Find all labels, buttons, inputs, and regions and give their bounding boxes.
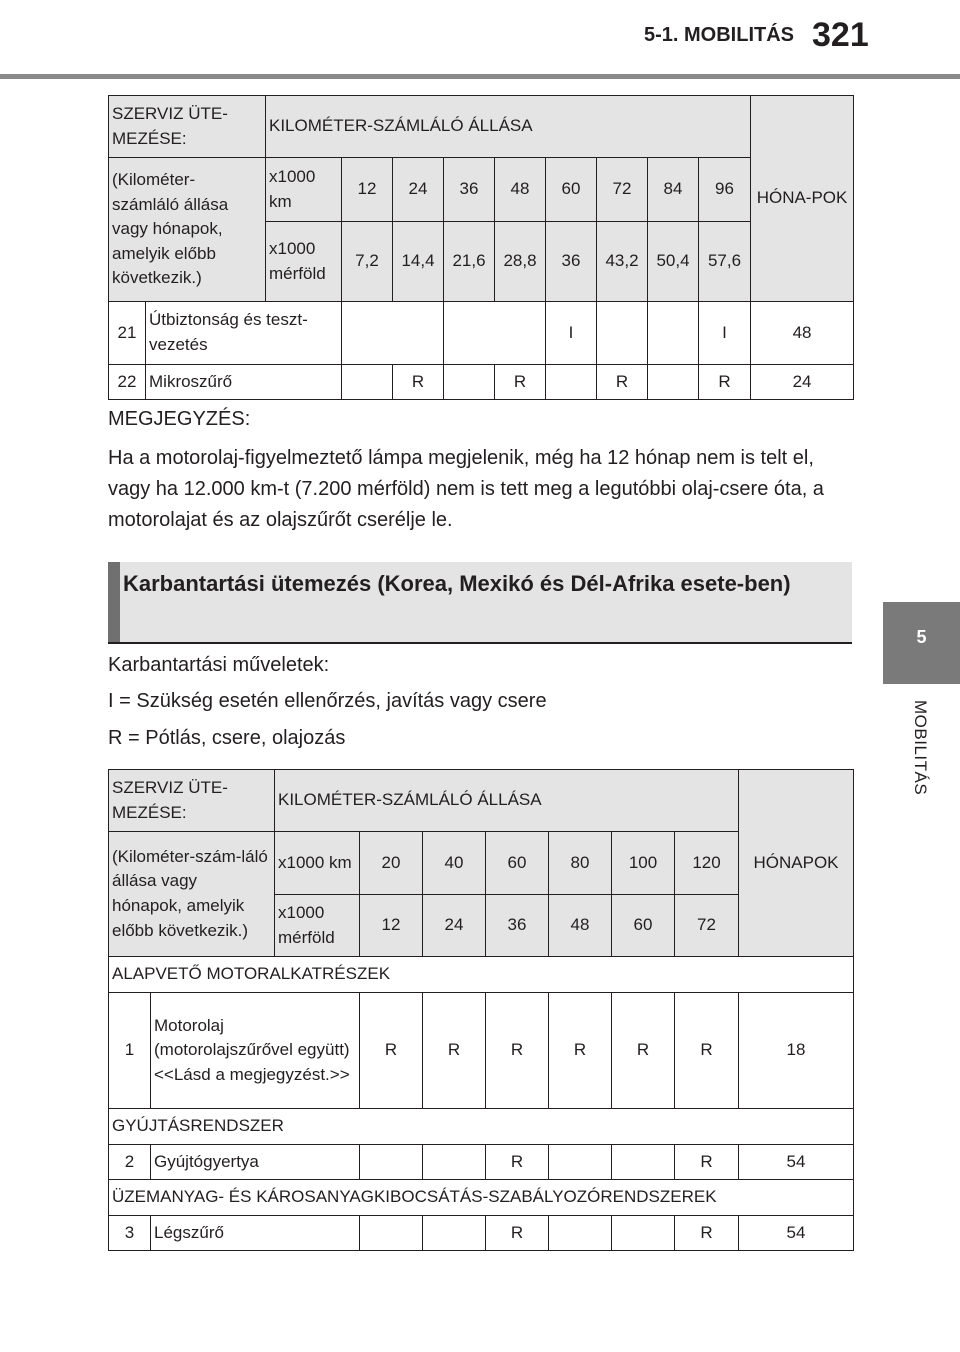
chapter-number: 5: [916, 627, 927, 647]
note-text: Ha a motorolaj-figyelmeztető lámpa megjelenik, még ha 12 hónap nem is telt el, vagy ha 12.000 km-t (7.200 mérföld) nem is tett meg a legutóbbi olaj-csere óta, a motorolajat és az olajszűrőt cserélje le.: [108, 447, 824, 531]
km-value: 12: [342, 158, 393, 222]
row-cell: [423, 1145, 486, 1180]
mile-value: 60: [612, 895, 675, 957]
row-cell: R: [360, 993, 423, 1109]
table-header-row: [109, 770, 854, 832]
mile-value: 43,2: [597, 222, 648, 302]
row-cell: [360, 1216, 423, 1251]
odometer-header: KILOMÉTER-SZÁMLÁLÓ ÁLLÁSA: [266, 96, 751, 158]
table-header-row: [109, 96, 854, 158]
months-header: HÓNAPOK: [739, 770, 854, 957]
row-cell: [423, 1216, 486, 1251]
row-cell: [342, 302, 444, 365]
row-cell: R: [486, 1145, 549, 1180]
row-number: 21: [109, 302, 146, 365]
odometer-header: KILOMÉTER-SZÁMLÁLÓ ÁLLÁSA: [275, 770, 739, 832]
row-months: 54: [739, 1145, 854, 1180]
row-cell: R: [486, 1216, 549, 1251]
row-cell: R: [675, 1145, 739, 1180]
mile-value: 28,8: [495, 222, 546, 302]
mile-label: x1000 mérföld: [266, 222, 342, 302]
km-value: 24: [393, 158, 444, 222]
group-label: ALAPVETŐ MOTORALKATRÉSZEK: [109, 957, 854, 993]
mile-value: 7,2: [342, 222, 393, 302]
row-cell: R: [393, 365, 444, 400]
km-value: 72: [597, 158, 648, 222]
row-months: 18: [739, 993, 854, 1109]
months-header: HÓNA-POK: [751, 96, 854, 302]
km-value: 120: [675, 832, 739, 895]
row-cell: [549, 1216, 612, 1251]
km-value: 100: [612, 832, 675, 895]
row-months: 48: [751, 302, 854, 365]
interval-note: (Kilométer-számláló állása vagy hónapok, amelyik előbb következik.): [109, 158, 266, 302]
row-cell: [648, 302, 699, 365]
row-cell: R: [597, 365, 648, 400]
row-number: 22: [109, 365, 146, 400]
section-heading-bar: [108, 562, 120, 642]
km-label: x1000 km: [275, 832, 360, 895]
row-item: Útbiztonság és teszt-vezetés: [146, 302, 342, 365]
legend-title: Karbantartási műveletek:: [108, 654, 330, 676]
mile-label: x1000 mérföld: [275, 895, 360, 957]
km-value: 60: [486, 832, 549, 895]
group-row: [109, 1109, 854, 1145]
row-cell: R: [612, 993, 675, 1109]
row-cell: [342, 365, 393, 400]
row-cell: R: [699, 365, 751, 400]
maintenance-table-1: [108, 95, 854, 400]
row-number: 3: [109, 1216, 151, 1251]
table-row: [109, 365, 854, 400]
row-item: Gyújtógyertya: [151, 1145, 360, 1180]
table-row: [109, 302, 854, 365]
row-cell: [549, 1145, 612, 1180]
row-cell: R: [675, 993, 739, 1109]
km-value: 84: [648, 158, 699, 222]
mile-value: 14,4: [393, 222, 444, 302]
row-cell: [360, 1145, 423, 1180]
row-cell: [597, 302, 648, 365]
km-value: 80: [549, 832, 612, 895]
row-cell: [612, 1216, 675, 1251]
maintenance-table-2: [108, 769, 854, 1251]
header-rule: [0, 74, 960, 79]
group-row: [109, 1180, 854, 1216]
table-row: [109, 1216, 854, 1251]
row-item: Mikroszűrő: [146, 365, 342, 400]
row-item: Légszűrő: [151, 1216, 360, 1251]
row-cell: [444, 302, 546, 365]
row-cell: [444, 365, 495, 400]
km-value: 60: [546, 158, 597, 222]
km-value: 48: [495, 158, 546, 222]
row-cell: [648, 365, 699, 400]
legend-r: R = Pótlás, csere, olajozás: [108, 727, 346, 749]
row-months: 54: [739, 1216, 854, 1251]
row-cell: [612, 1145, 675, 1180]
service-interval-header: SZERVIZ ÜTE-MEZÉSE:: [109, 96, 266, 158]
mile-value: 48: [549, 895, 612, 957]
mile-value: 21,6: [444, 222, 495, 302]
row-item: Motorolaj (motorolajszűrővel együtt) <<Lásd a megjegyzést.>>: [151, 993, 360, 1109]
interval-note: (Kilométer-szám-láló állása vagy hónapok, amelyik előbb következik.): [109, 832, 275, 957]
service-interval-header: SZERVIZ ÜTE-MEZÉSE:: [109, 770, 275, 832]
row-cell: R: [549, 993, 612, 1109]
mile-value: 36: [546, 222, 597, 302]
section-title: 5-1. MOBILITÁS: [643, 24, 794, 46]
page-number: 321: [812, 16, 869, 54]
km-row: [109, 158, 854, 222]
mile-value: 12: [360, 895, 423, 957]
group-label: GYÚJTÁSRENDSZER: [109, 1109, 854, 1145]
section-heading: Karbantartási ütemezés (Korea, Mexikó és Dél-Afrika esete-ben): [123, 571, 791, 596]
row-cell: I: [699, 302, 751, 365]
mile-value: 36: [486, 895, 549, 957]
km-value: 40: [423, 832, 486, 895]
group-row: [109, 957, 854, 993]
row-cell: R: [675, 1216, 739, 1251]
row-cell: R: [423, 993, 486, 1109]
group-label: ÜZEMANYAG- ÉS KÁROSANYAGKIBOCSÁTÁS-SZABÁLYOZÓRENDSZEREK: [109, 1180, 854, 1216]
legend-i: I = Szükség esetén ellenőrzés, javítás vagy csere: [108, 690, 547, 712]
row-cell: I: [546, 302, 597, 365]
table-row: [109, 1145, 854, 1180]
table-row: [109, 993, 854, 1109]
note-title: MEGJEGYZÉS:: [108, 408, 251, 430]
mile-value: 72: [675, 895, 739, 957]
row-cell: [546, 365, 597, 400]
km-value: 20: [360, 832, 423, 895]
mile-value: 57,6: [699, 222, 751, 302]
row-cell: R: [486, 993, 549, 1109]
row-number: 2: [109, 1145, 151, 1180]
mile-value: 24: [423, 895, 486, 957]
chapter-label: MOBILITÁS: [911, 700, 930, 796]
km-value: 96: [699, 158, 751, 222]
km-label: x1000 km: [266, 158, 342, 222]
mile-value: 50,4: [648, 222, 699, 302]
row-months: 24: [751, 365, 854, 400]
km-value: 36: [444, 158, 495, 222]
row-cell: R: [495, 365, 546, 400]
row-number: 1: [109, 993, 151, 1109]
